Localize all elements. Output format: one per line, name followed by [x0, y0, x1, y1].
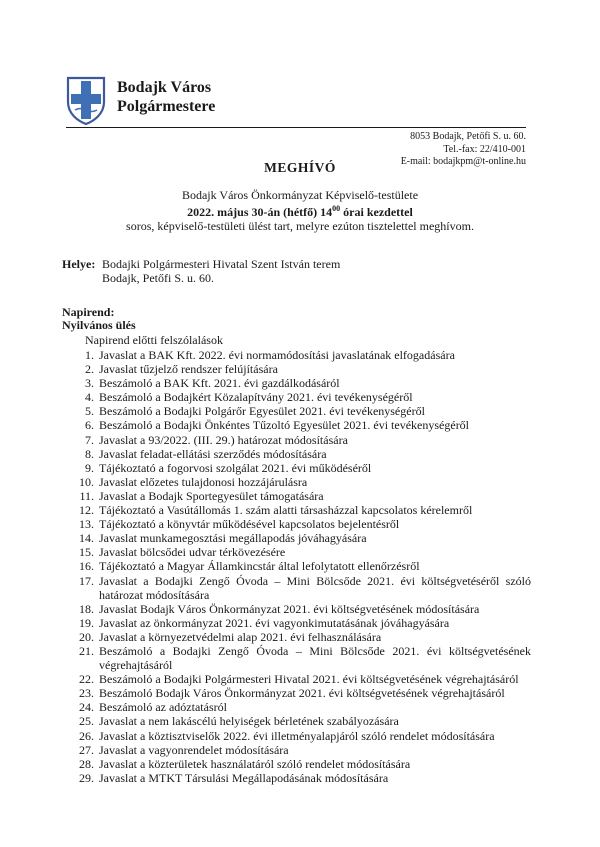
agenda-heading: Napirend: — [62, 305, 115, 319]
agenda-item-text: Javaslat tűzjelző rendszer felújítására — [99, 362, 278, 377]
phone-fax: Tel.-fax: 22/410-001 — [443, 143, 526, 155]
agenda-item-text: Tájékoztató a fogorvosi szolgálat 2021. évi működéséről — [99, 460, 372, 475]
meeting-date-main: 2022. május 30-án (hétfő) 14 — [187, 205, 333, 219]
agenda-item-number: 17. — [79, 573, 94, 588]
agenda-item-number: 2. — [85, 362, 94, 377]
issuer-line-2: Polgármestere — [117, 98, 216, 115]
agenda-item — [0, 503, 600, 517]
agenda-item-text: Javaslat munkamegosztási megállapodás jóváhagyására — [99, 531, 367, 546]
agenda-item-text: Beszámoló a Bodajki Zengő Óvoda – Mini Bölcsőde 2021. évi költségvetésének végrehajtásáról — [99, 643, 531, 673]
agenda-item-text: Javaslat előzetes tulajdonosi hozzájárulásra — [99, 474, 308, 489]
agenda-item-number: 4. — [85, 390, 94, 405]
agenda-item-text: Javaslat a vagyonrendelet módosítására — [99, 742, 289, 757]
agenda-item-text: Javaslat bölcsődei udvar térkövezésére — [99, 545, 286, 560]
agenda-item-text: Beszámoló az adóztatásról — [99, 700, 227, 715]
agenda-item-text: Beszámoló a Bodajkért Közalapítvány 2021. évi tevékenységéről — [99, 390, 413, 405]
agenda-item-number: 9. — [85, 460, 94, 475]
agenda-item-number: 16. — [79, 559, 94, 574]
agenda-item — [0, 644, 600, 672]
agenda-item — [0, 517, 600, 531]
coat-of-arms-icon — [66, 76, 106, 126]
meeting-date-tail: órai kezdettel — [340, 205, 413, 219]
agenda-item-number: 23. — [79, 686, 94, 701]
agenda-item — [0, 686, 600, 700]
agenda-item-number: 5. — [85, 404, 94, 419]
agenda-item-number: 20. — [79, 629, 94, 644]
agenda-item-text: Javaslat a nem lakáscélú helyiségek bérletének szabályozására — [99, 714, 399, 729]
agenda-item-number: 21. — [79, 643, 94, 658]
venue-label: Helye: — [62, 257, 96, 271]
agenda-item-text: Beszámoló a BAK Kft. 2021. évi gazdálkodásáról — [99, 376, 340, 391]
agenda-item — [0, 559, 600, 573]
postal-address: 8053 Bodajk, Petőfi S. u. 60. — [410, 131, 526, 142]
agenda-item — [0, 630, 600, 644]
agenda-item-text: Tájékoztató a Vasútállomás 1. szám alatti társasházzal kapcsolatos kérelemről — [99, 503, 473, 518]
agenda-item-number: 11. — [79, 488, 94, 503]
agenda-item-text: Beszámoló a Bodajki Polgármesteri Hivatal 2021. évi költségvetésének végrehajtásáról — [99, 672, 519, 687]
invitation-text — [0, 188, 600, 233]
agenda-item-number: 28. — [79, 756, 94, 771]
agenda-item-number: 10. — [79, 474, 94, 489]
agenda-list — [0, 348, 600, 785]
agenda-item-text: Beszámoló a Bodajki Polgárőr Egyesület 2021. évi tevékenységéről — [99, 404, 425, 419]
agenda-item-text: Javaslat a 93/2022. (III. 29.) határozat módosítására — [99, 432, 348, 447]
agenda-item-text: Javaslat a MTKT Társulási Megállapodásának módosítására — [99, 770, 389, 785]
agenda-item — [0, 602, 600, 616]
agenda-item-text: Javaslat a Bodajki Zengő Óvoda – Mini Bölcsőde 2021. évi költségvetéséről szóló határozat módosítására — [99, 573, 531, 602]
agenda-item-text: Javaslat a köztisztviselők 2022. évi illetményalapjáról szóló rendelet módosítására — [99, 728, 495, 743]
agenda-item — [0, 475, 600, 489]
agenda-item-number: 18. — [79, 601, 94, 616]
agenda-item — [0, 418, 600, 432]
agenda-item — [0, 362, 600, 376]
agenda-item-number: 27. — [79, 742, 94, 757]
agenda-item-number: 19. — [79, 615, 94, 630]
agenda-item-number: 22. — [79, 672, 94, 687]
agenda-item — [0, 390, 600, 404]
agenda-item-text: Javaslat feladat-ellátási szerződés módosítására — [99, 446, 327, 461]
agenda-item-text: Javaslat a közterületek használatáról szóló rendelet módosítására — [99, 756, 411, 771]
agenda-item-number: 15. — [79, 545, 94, 560]
agenda-item-text: Javaslat a Bodajk Sportegyesület támogatására — [99, 488, 324, 503]
agenda-item-text: Tájékoztató a Magyar Államkincstár által lefolytatott ellenőrzésről — [99, 559, 420, 574]
agenda-item — [0, 433, 600, 447]
agenda-item-text: Javaslat a környezetvédelmi alap 2021. évi felhasználására — [99, 629, 382, 644]
document-title: MEGHÍVÓ — [264, 160, 336, 175]
agenda-item-number: 29. — [79, 770, 94, 785]
agenda-item-number: 8. — [85, 446, 94, 461]
agenda-item-number: 13. — [79, 517, 94, 532]
agenda-item — [0, 404, 600, 418]
agenda-item — [0, 531, 600, 545]
agenda-item-number: 3. — [85, 376, 94, 391]
agenda-item-text: Tájékoztató a könyvtár működésével kapcsolatos bejelentésről — [99, 517, 400, 532]
meeting-time-minutes: 00 — [332, 204, 341, 213]
agenda-item-number: 14. — [79, 531, 94, 546]
agenda-item-number: 12. — [79, 503, 94, 518]
email-address: E-mail: bodajkpm@t-online.hu — [400, 156, 526, 167]
agenda-item-number: 24. — [79, 700, 94, 715]
venue-line-1: Bodajki Polgármesteri Hivatal Szent István terem — [102, 257, 341, 271]
issuer-line-1: Bodajk Város — [117, 79, 212, 96]
agenda-headings — [62, 306, 136, 331]
agenda-item — [0, 376, 600, 390]
agenda-item — [0, 574, 600, 602]
agenda-item — [0, 616, 600, 630]
agenda-item-text: Beszámoló a Bodajki Önkéntes Tűzoltó Egyesület 2021. évi tevékenységéről — [99, 418, 470, 433]
agenda-item — [0, 545, 600, 559]
agenda-item — [0, 771, 600, 785]
agenda-item-text: Javaslat az önkormányzat 2021. évi vagyonkimutatásának jóváhagyására — [99, 615, 450, 630]
agenda-item-number: 26. — [79, 728, 94, 743]
agenda-item — [0, 729, 600, 743]
agenda-item — [0, 757, 600, 771]
invitation-line-1: Bodajk Város Önkormányzat Képviselő-testülete — [181, 188, 419, 202]
agenda-item-text: Javaslat Bodajk Város Önkormányzat 2021. évi költségvetésének módosítására — [99, 601, 480, 616]
agenda-item — [0, 489, 600, 503]
agenda-item — [0, 700, 600, 714]
venue-line-2: Bodajk, Petőfi S. u. 60. — [102, 271, 215, 285]
agenda-item — [0, 348, 600, 362]
agenda-item — [0, 714, 600, 728]
agenda-item — [0, 743, 600, 757]
agenda-item-number: 6. — [85, 418, 94, 433]
agenda-subheading: Nyilvános ülés — [62, 317, 136, 332]
venue-block — [62, 257, 340, 285]
letterhead-divider — [66, 127, 526, 128]
agenda-item-text: Javaslat a BAK Kft. 2022. évi normamódosítási javaslatának elfogadására — [99, 348, 455, 362]
agenda-item-text: Beszámoló Bodajk Város Önkormányzat 2021. évi költségvetésének végrehajtásáról — [99, 686, 505, 701]
invitation-line-3: soros, képviselő-testületi ülést tart, melyre ezúton tisztelettel meghívom. — [126, 219, 474, 233]
agenda-item-number: 25. — [79, 714, 94, 729]
agenda-item-number: 1. — [85, 348, 94, 362]
agenda-item — [0, 447, 600, 461]
agenda-item — [0, 672, 600, 686]
pre-agenda-item: Napirend előtti felszólalások — [85, 333, 223, 347]
issuer-name — [117, 78, 215, 116]
agenda-item — [0, 461, 600, 475]
meeting-date — [0, 202, 600, 219]
agenda-item-number: 7. — [85, 432, 94, 447]
